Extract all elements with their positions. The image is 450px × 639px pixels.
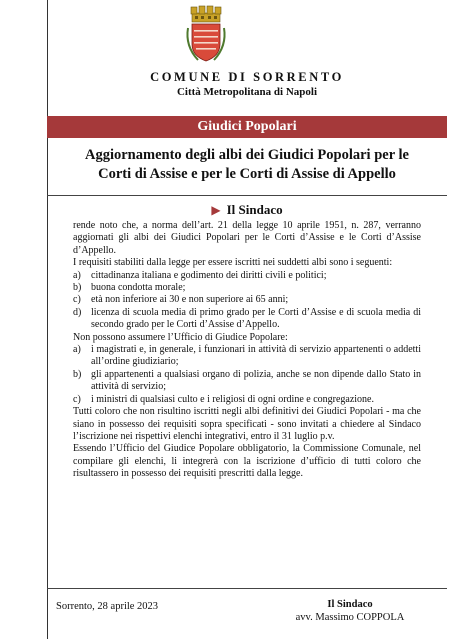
closing-paragraph: Essendo l’Ufficio del Giudice Popolare obbligatorio, la Commissione Comunale, nel compilare gli elenchi, li integrerà con la iscrizione d’ufficio di tutti coloro che risultassero in possesso dei requisiti prescritti dalla legge. [73,443,421,480]
list-marker: a) [73,269,81,281]
invitation-paragraph: Tutti coloro che non risultino iscritti negli albi definitivi dei Giudici Popolari - ma che siano in possesso dei requisiti sopra specificati - sono invitati a chiedere al Sindaco l’iscrizione nei rispettivi elenchi integrativi, entro il 31 luglio p.v. [73,406,421,442]
announcer-heading [47,202,447,218]
list-item [73,294,421,306]
list-item [73,270,421,282]
list-marker: c) [73,393,81,405]
signature-title: Il Sindaco [327,599,373,610]
list-text: cittadinanza italiana e godimento dei diritti civili e politici; [91,269,327,281]
list-marker: c) [73,294,81,306]
exclusions-intro: Non possono assumere l’Ufficio di Giudice Popolare: [73,331,288,343]
announcer-label: Il Sindaco [226,202,283,217]
list-marker: a) [73,344,81,356]
list-marker: d) [73,306,82,318]
municipality-name: COMUNE DI SORRENTO [150,70,344,84]
metropolitan-city: Città Metropolitana di Napoli [176,86,318,98]
list-item [73,344,421,369]
signature-block [290,598,410,624]
list-text: i magistrati e, in generale, i funzionari in attività di servizio appartenenti o addetti all’ordine giudiziario; [91,344,421,368]
footer-divider [47,588,447,589]
notice-date: Sorrento, 28 aprile 2023 [56,601,159,612]
requirements-intro: I requisiti stabiliti dalla legge per essere iscritti nei suddetti albi sono i seguenti: [73,257,393,269]
list-item [73,307,421,332]
list-text: buona condotta morale; [91,282,186,294]
list-text: gli appartenenti a qualsiasi organo di polizia, anche se non dipende dallo Stato in attività di servizio; [91,368,421,393]
coat-of-arms-icon [183,4,229,66]
list-marker: b) [73,282,82,294]
list-item [73,369,421,394]
signature-name: avv. Massimo COPPOLA [295,612,405,623]
notice-title-line-2: Corti di Assise e per le Corti di Assise di Appello [98,166,396,182]
list-marker: b) [73,368,82,380]
list-text: licenza di scuola media di primo grado per le Corti d’Assise e di scuola media di secondo grado per le Corti d’Assise d’Appello. [91,306,421,331]
list-text: età non inferiore ai 30 e non superiore ai 65 anni; [91,294,289,306]
notice-title-line-1: Aggiornamento degli albi dei Giudici Popolari per le [85,147,409,163]
title-divider [47,195,447,196]
list-item [73,282,421,294]
intro-paragraph: rende noto che, a norma dell’art. 21 della legge 10 aprile 1951, n. 287, verranno aggiornati gli albi dei Giudici Popolari per le Corti d’Assise e le Corti d’Assise d’Appello. [73,220,421,256]
list-text: i ministri di qualsiasi culto e i religiosi di ogni ordine e congregazione. [91,393,374,405]
triangle-right-icon: ▶ [211,203,221,217]
notice-body [73,220,421,481]
section-banner: Giudici Popolari [47,116,447,138]
list-item [73,394,421,406]
notice-title [47,146,447,184]
